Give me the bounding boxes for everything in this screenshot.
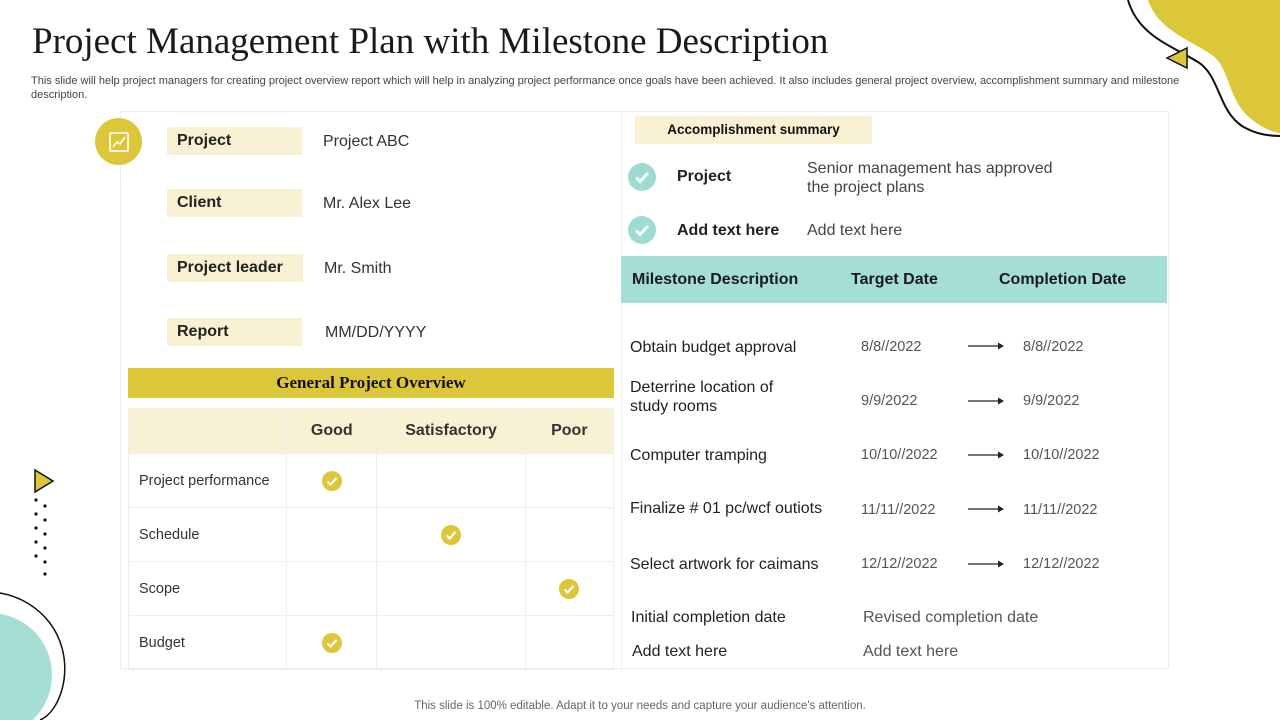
overview-header-poor: Poor [525, 409, 613, 454]
triangle-outline-icon [1163, 44, 1191, 72]
milestone-target-date: 9/9/2022 [861, 393, 918, 409]
check-icon [559, 579, 579, 599]
revised-completion-value: Add text here [863, 643, 959, 660]
row-label: Schedule [129, 508, 287, 562]
accomplishment-text: Add text here [807, 222, 903, 239]
initial-completion-value: Add text here [632, 643, 728, 660]
milestone-target-date: 10/10//2022 [861, 447, 938, 463]
page-subtitle: This slide will help project managers for creating project overview report which will help in analyzing project performance once goals have been achieved. It also includes general project overview, accomplishment summary and milestone description. [31, 75, 1180, 101]
check-icon [322, 471, 342, 491]
accomplishment-text: Senior management has approved the project plans [807, 160, 1053, 196]
row-label: Scope [129, 562, 287, 616]
milestone-target-date: 8/8//2022 [861, 339, 922, 355]
milestone-completion-date: 8/8//2022 [1023, 339, 1084, 355]
milestone-target-date: 11/11//2022 [861, 502, 936, 518]
arrow-right-icon [968, 396, 1004, 406]
check-circle-icon [628, 163, 656, 191]
arrow-right-icon [968, 450, 1004, 460]
milestone-description: Deterrine location of study rooms [630, 379, 774, 415]
milestone-target-date: 12/12//2022 [861, 556, 938, 572]
overview-header-good: Good [287, 409, 377, 454]
initial-completion-label: Initial completion date [631, 609, 786, 626]
milestone-description: Obtain budget approval [630, 339, 797, 356]
project-leader-value: Mr. Smith [324, 260, 392, 277]
client-value: Mr. Alex Lee [323, 195, 412, 212]
arrow-right-icon [968, 504, 1004, 514]
table-row [129, 508, 614, 562]
table-row [129, 616, 614, 670]
general-overview-title: General Project Overview [128, 368, 614, 398]
milestone-description: Select artwork for caimans [630, 556, 819, 573]
check-circle-icon [628, 216, 656, 244]
arrow-right-icon [968, 559, 1004, 569]
page-title: Project Management Plan with Milestone Description [32, 21, 829, 62]
row-label: Budget [129, 616, 287, 670]
play-triangle-icon [32, 468, 56, 494]
table-row [129, 562, 614, 616]
row-label: Project performance [129, 454, 287, 508]
accomplishment-label: Project [677, 168, 732, 185]
milestone-header-completion: Completion Date [999, 271, 1127, 288]
report-chart-icon [95, 118, 142, 165]
overview-table [128, 408, 614, 670]
revised-completion-label: Revised completion date [863, 609, 1039, 626]
client-label: Client [167, 189, 302, 217]
milestone-completion-date: 9/9/2022 [1023, 393, 1080, 409]
accomplishment-label: Add text here [677, 222, 780, 239]
project-value: Project ABC [323, 133, 410, 150]
check-icon [441, 525, 461, 545]
accomplishment-title: Accomplishment summary [635, 116, 872, 144]
footer-note: This slide is 100% editable. Adapt it to your needs and capture your audience's attention. [414, 700, 866, 712]
milestone-completion-date: 11/11//2022 [1023, 502, 1098, 518]
report-label: Report [167, 318, 302, 346]
check-icon [322, 633, 342, 653]
overview-header-satisfactory: Satisfactory [377, 409, 525, 454]
overview-header-empty [129, 409, 287, 454]
project-label: Project [167, 127, 302, 155]
table-row [129, 454, 614, 508]
milestone-table-header [621, 256, 1167, 303]
milestone-description: Computer tramping [630, 447, 767, 464]
milestone-header-target: Target Date [851, 271, 938, 288]
milestone-completion-date: 12/12//2022 [1023, 556, 1100, 572]
decorative-dots [30, 496, 50, 578]
report-value: MM/DD/YYYY [325, 324, 427, 341]
project-leader-label: Project leader [167, 254, 303, 282]
milestone-description: Finalize # 01 pc/wcf outiots [630, 500, 823, 517]
arrow-right-icon [968, 341, 1004, 351]
milestone-header-description: Milestone Description [632, 271, 799, 288]
milestone-completion-date: 10/10//2022 [1023, 447, 1100, 463]
